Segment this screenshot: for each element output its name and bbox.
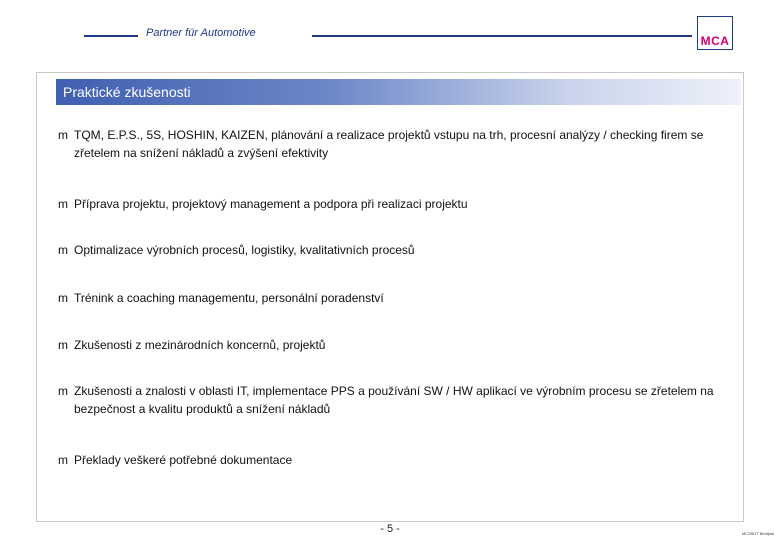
header-rule-left (84, 35, 138, 37)
bullet-text: Trénink a coaching managementu, personální poradenství (74, 291, 384, 305)
bullet-text: Překlady veškeré potřebné dokumentace (74, 453, 293, 467)
header-rule-right (312, 35, 692, 37)
list-item (58, 289, 728, 307)
bullet-icon: m (58, 243, 68, 257)
bullet-icon: m (58, 453, 68, 467)
bullet-icon: m (58, 384, 68, 398)
bullet-icon: m (58, 197, 68, 211)
bullet-text: Zkušenosti a znalosti v oblasti IT, implementace PPS a používání SW / HW aplikací ve výrobním procesu se zřetelem na bezpečnost a kvalitu produktů a snížení nákladů (74, 384, 714, 416)
list-item (58, 451, 728, 469)
list-item (58, 126, 728, 162)
header-tagline: Partner für Automotive (146, 27, 256, 39)
list-item (58, 336, 728, 354)
bullet-text: Zkušenosti z mezinárodních koncernů, projektů (74, 338, 326, 352)
list-item (58, 241, 728, 259)
logo-text: MCA (700, 34, 730, 48)
bullet-text: TQM, E.P.S., 5S, HOSHIN, KAIZEN, plánování a realizace projektů vstupu na trh, procesní analýzy / checking firem se zřetelem na snížení nákladů a zvýšení efektivity (74, 128, 704, 160)
bullet-text: Příprava projektu, projektový management a podpora při realizaci projektu (74, 197, 468, 211)
footer-code: MCZBOT Bedijdal (741, 531, 774, 536)
bullet-text: Optimalizace výrobních procesů, logistiky, kvalitativních procesů (74, 243, 415, 257)
section-banner (56, 79, 741, 105)
page-number: - 5 - (380, 523, 400, 535)
bullet-icon: m (58, 338, 68, 352)
mca-logo (697, 16, 733, 50)
list-item (58, 382, 728, 418)
list-item (58, 195, 728, 213)
bullet-icon: m (58, 291, 68, 305)
section-title: Praktické zkušenosti (63, 84, 191, 100)
bullet-icon: m (58, 128, 68, 142)
